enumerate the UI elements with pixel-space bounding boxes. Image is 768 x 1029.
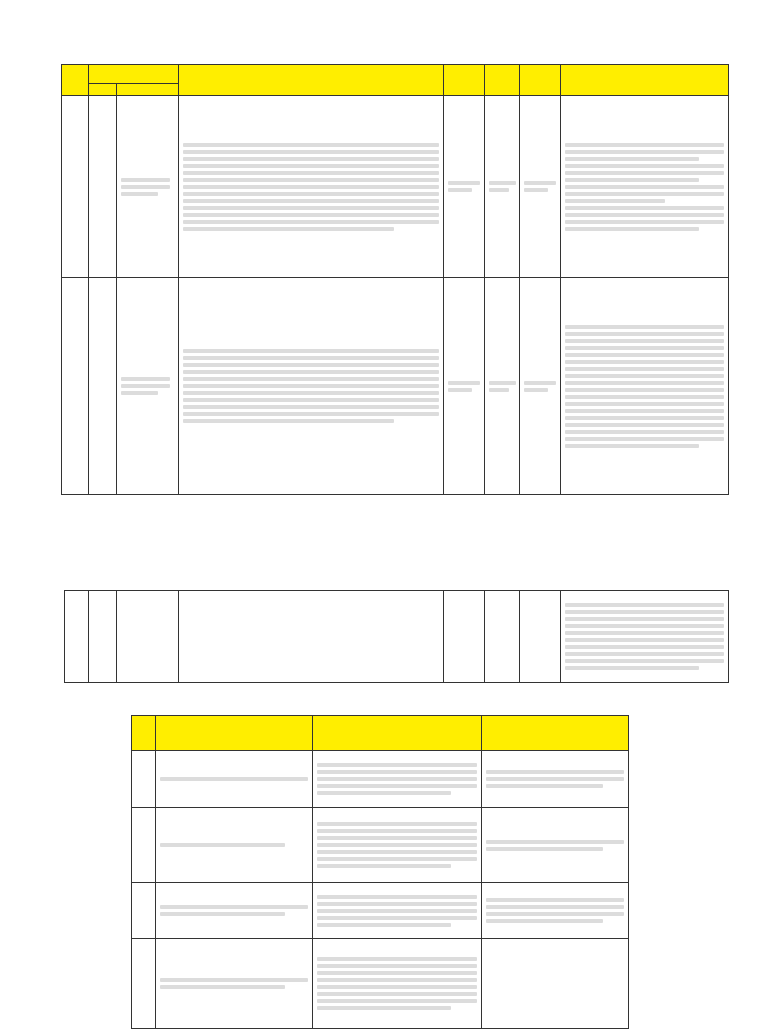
table-row [132,808,629,883]
document-title [0,44,768,54]
section-title [0,700,768,710]
header-cell [520,65,561,96]
header-cell [62,65,89,96]
table-row [62,96,729,278]
header-cell [132,716,156,751]
header-cell [485,65,520,96]
header-cell [179,65,444,96]
header-cell [313,716,482,751]
header-cell [561,65,729,96]
header-cell [444,65,485,96]
pb-umku-table [131,715,629,1029]
header-cell [89,65,179,84]
header-cell [482,716,629,751]
header-cell [156,716,313,751]
table-row [65,591,729,683]
header-cell [89,84,117,96]
table-row [132,939,629,1029]
table-row [132,751,629,808]
header-cell [117,84,179,96]
table-row [62,278,729,495]
kbli-table [61,64,729,495]
table-row [132,883,629,939]
kbli-table-continued [64,590,729,683]
